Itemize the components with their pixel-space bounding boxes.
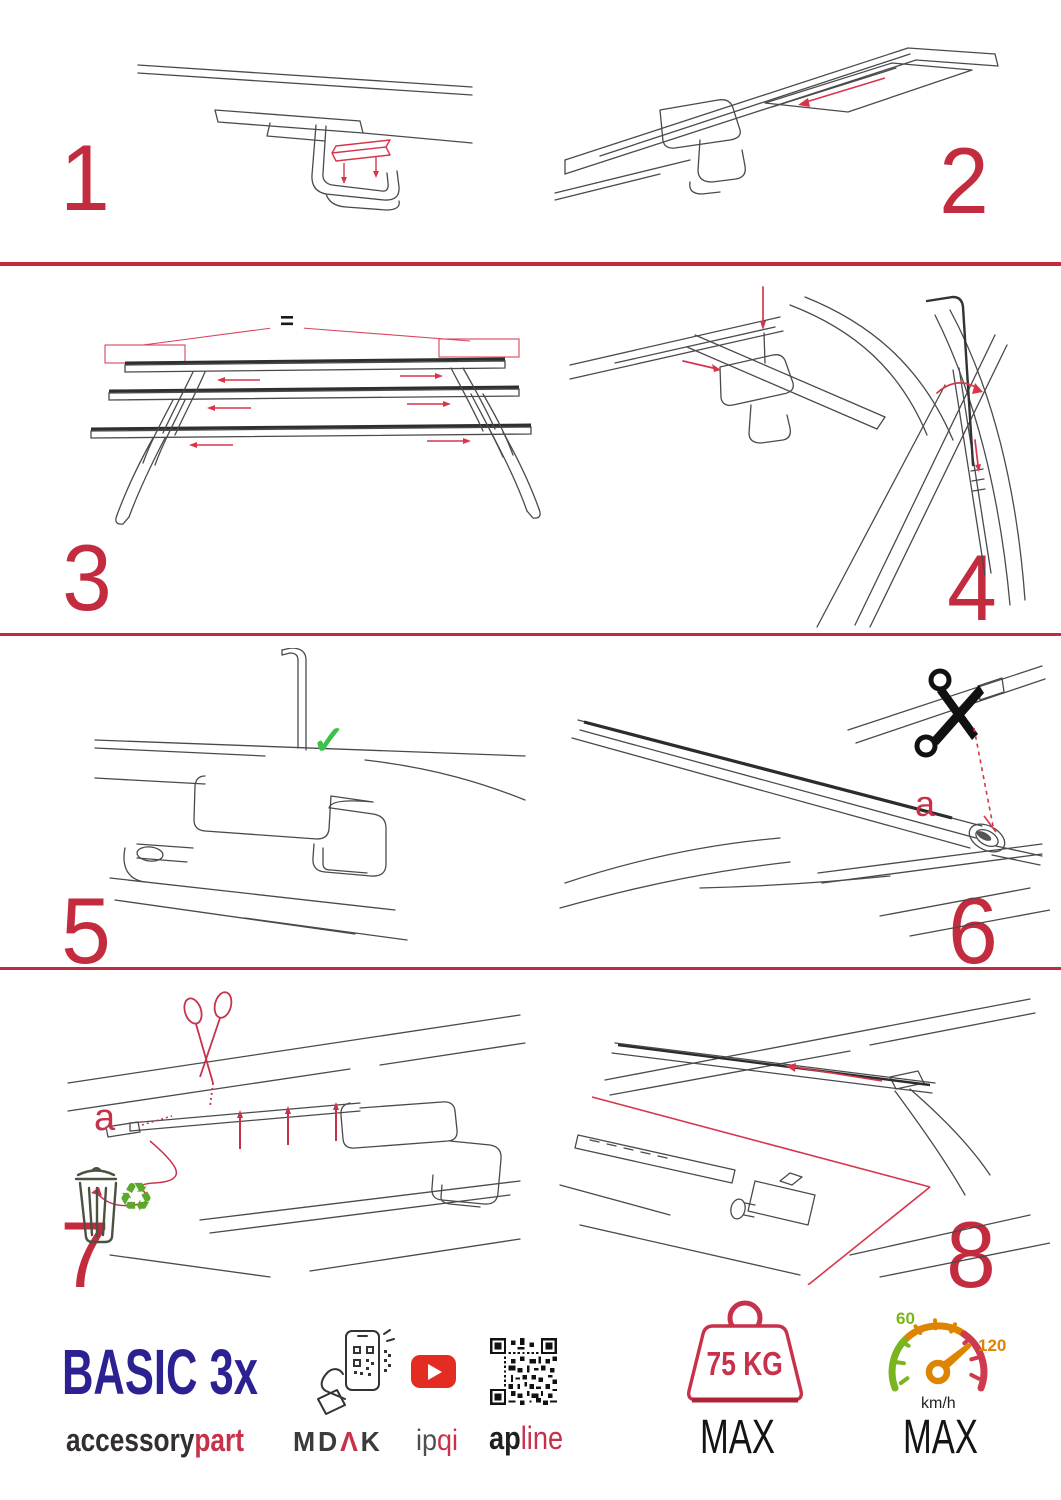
apline-black: ap: [489, 1420, 521, 1456]
weight-value: 75 KG: [706, 1345, 784, 1382]
step-1-number: 1: [60, 125, 108, 230]
step-3-number: 3: [62, 525, 110, 630]
apline-red: line: [520, 1420, 564, 1456]
product-title: BASIC 3x: [62, 1336, 258, 1408]
brand-red-part: part: [194, 1422, 244, 1458]
step5-illustration: [55, 648, 535, 948]
qr-code: [490, 1338, 557, 1405]
step-7-number: 7: [60, 1202, 108, 1307]
step-8-number: 8: [946, 1202, 994, 1307]
equal-symbol: =: [279, 308, 294, 335]
step1-illustration: [120, 25, 480, 240]
step-4-number: 4: [947, 535, 995, 640]
separator-line-2: [0, 633, 1061, 636]
speed-60-label: 60: [896, 1309, 915, 1328]
recycle-icon: ♻: [118, 1176, 154, 1220]
step-6-number: 6: [948, 878, 996, 983]
phone-qr-scan-icon: [308, 1326, 398, 1421]
red-scissors-icon: [181, 990, 234, 1107]
speed-unit-label: km/h: [921, 1395, 956, 1412]
mdak-lambda: Λ: [340, 1426, 361, 1457]
youtube-icon: [411, 1355, 456, 1388]
mdak-md: MD: [293, 1426, 341, 1457]
step2-illustration: [540, 8, 1010, 208]
step7-cut-label: a: [94, 1097, 116, 1139]
step6-illustration: [550, 648, 1050, 948]
trash-icon: [76, 1168, 116, 1242]
ipqi-logo: [416, 1426, 463, 1456]
ipqi-gray: ip: [416, 1424, 438, 1457]
speed-120-label: 120: [978, 1336, 1007, 1355]
equal-spacing-badge: [269, 304, 305, 340]
separator-line-1: [0, 262, 1061, 266]
weight-max-label: MAX: [700, 1411, 775, 1464]
step8-illustration: [550, 985, 1050, 1285]
mdak-k: K: [360, 1426, 383, 1457]
step6-cut-label: a: [915, 783, 936, 824]
step7-illustration: [50, 985, 540, 1295]
checkmark-icon: ✓: [312, 719, 346, 763]
apline-logo: [489, 1422, 576, 1454]
step-2-number: 2: [939, 128, 987, 233]
ipqi-red: qi: [437, 1424, 459, 1457]
brand-black-part: accessory: [66, 1422, 195, 1458]
separator-line-3: [0, 967, 1061, 970]
step3-illustration: [55, 283, 555, 583]
mdak-logo: [293, 1428, 387, 1456]
speed-max-label: MAX: [903, 1411, 978, 1464]
brand-logo: [66, 1424, 283, 1456]
scissors-icon: [917, 671, 984, 755]
step4-illustration: [555, 275, 1055, 630]
step-5-number: 5: [61, 878, 109, 983]
youtube-play-triangle: [428, 1364, 442, 1380]
